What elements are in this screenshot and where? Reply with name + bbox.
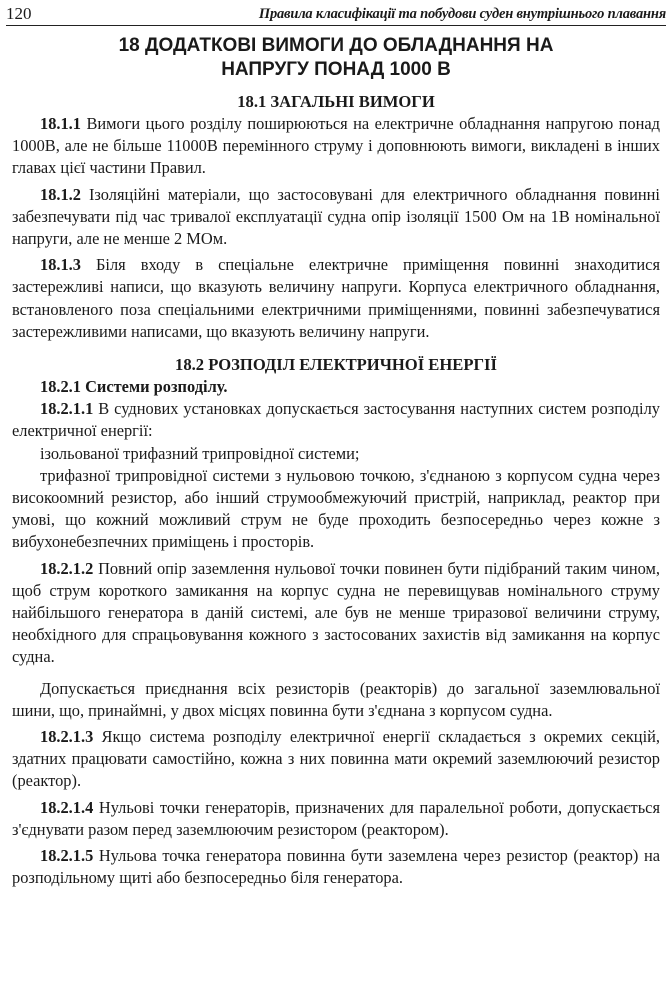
section-title-18-1: 18.1 ЗАГАЛЬНІ ВИМОГИ bbox=[237, 92, 435, 111]
paragraph-18-2-1-4 bbox=[12, 797, 660, 841]
running-header bbox=[6, 0, 666, 26]
clause-number: 18.1.2 bbox=[40, 184, 81, 204]
clause-text: Біля входу в спеціальне електричне приміщення повинні знаходитися застережливі написи, що вказують величину напруги. Корпуса електричного обладнання, встановленого поза спеціальними електричними приміщеннями, повинні забезпечуватися застережливими написами, що вказують величину напруги. bbox=[12, 255, 660, 341]
subheading-18-2-1 bbox=[12, 376, 660, 398]
paragraph-18-1-2 bbox=[12, 184, 660, 251]
clause-number: 18.1.3 bbox=[40, 255, 81, 275]
paragraph-18-2-1-3 bbox=[12, 726, 660, 793]
clause-text: Якщо система розподілу електричної енергії складається з окремих секцій, здатних працювати самостійно, кожна з них повинна мати окремий заземлюючий резистор (реактор). bbox=[12, 727, 660, 791]
paragraph-18-2-1-2-continued: Допускається приєднання всіх резисторів (реакторів) до загальної заземлювальної шини, що, принаймні, у двох місцях повинна бути з'єднана з корпусом судна. bbox=[12, 678, 660, 720]
page-body bbox=[12, 34, 660, 890]
paragraph-18-1-1 bbox=[12, 113, 660, 180]
section-title-18-2: 18.2 РОЗПОДІЛ ЕЛЕКТРИЧНОЇ ЕНЕРГІЇ bbox=[175, 355, 497, 375]
page-number: 120 bbox=[6, 4, 32, 23]
clause-number: 18.2.1.4 bbox=[40, 797, 94, 817]
list-item: трифазної трипровідної системи з нульовою точкою, з'єднаною з корпусом судна через високоомний резистор, або інший струмообмежуючий пристрій, наприклад, реактор при умові, що кожний можливий струм не буде проходить безпосередньо через кожне з вибухонебезпечних приміщень і просторів. bbox=[12, 465, 660, 552]
paragraph-18-2-1-1 bbox=[12, 398, 660, 442]
running-title: Правила класифікації та побудови суден внутрішнього плавання bbox=[258, 6, 666, 22]
clause-number: 18.2.1.3 bbox=[40, 727, 94, 747]
subheading-text: 18.2.1 Системи розподілу. bbox=[40, 377, 228, 397]
chapter-title bbox=[12, 34, 660, 82]
clause-text: Повний опір заземлення нульової точки повинен бути підібраний таким чином, щоб струм короткого замикання на корпус судна не перевищував номінального струму найбільшого генератора в даній системі, але був не менше триразової величини струму, необхідного для спрацьовування кожного з застосованих захистів від замикання на корпус судна. bbox=[12, 558, 660, 667]
clause-text: В суднових установках допускається застосування наступних систем розподілу електричної енергії: bbox=[12, 399, 660, 441]
chapter-title-line2: НАПРУГУ ПОНАД 1000 В bbox=[221, 59, 451, 80]
paragraph-18-1-3 bbox=[12, 254, 660, 343]
paragraph-18-2-1-5 bbox=[12, 845, 660, 889]
clause-text: Ізоляційні матеріали, що застосовувані для електричного обладнання повинні забезпечувати під час тривалої експлуатації судна опір ізоляції 1500 Ом на 1В номінальної напруги, але не менше 2 МОм. bbox=[12, 184, 660, 249]
clause-text: Нульова точка генератора повинна бути заземлена через резистор (реактор) на розподільному щиті або безпосередньо біля генератора. bbox=[12, 846, 660, 888]
clause-number: 18.1.1 bbox=[40, 114, 81, 133]
clause-number: 18.2.1.5 bbox=[40, 846, 94, 866]
list-item: ізольованої трифазний трипровідної системи; bbox=[40, 443, 360, 463]
chapter-title-line1: 18 ДОДАТКОВІ ВИМОГИ ДО ОБЛАДНАННЯ НА bbox=[118, 35, 554, 56]
clause-text: Нульові точки генераторів, призначених для паралельної роботи, допускається з'єднувати разом перед заземлюючим резистором (реактором). bbox=[12, 797, 660, 839]
clause-text: Вимоги цього розділу поширюються на електричне обладнання напругою понад 1000В, але не більше 11000В перемінного струму і доповнюють вимоги, викладені в інших главах цієї частини Правил. bbox=[12, 114, 660, 178]
paragraph-18-2-1-2 bbox=[12, 558, 660, 669]
clause-number: 18.2.1.1 bbox=[40, 399, 94, 419]
clause-number: 18.2.1.2 bbox=[40, 558, 94, 578]
